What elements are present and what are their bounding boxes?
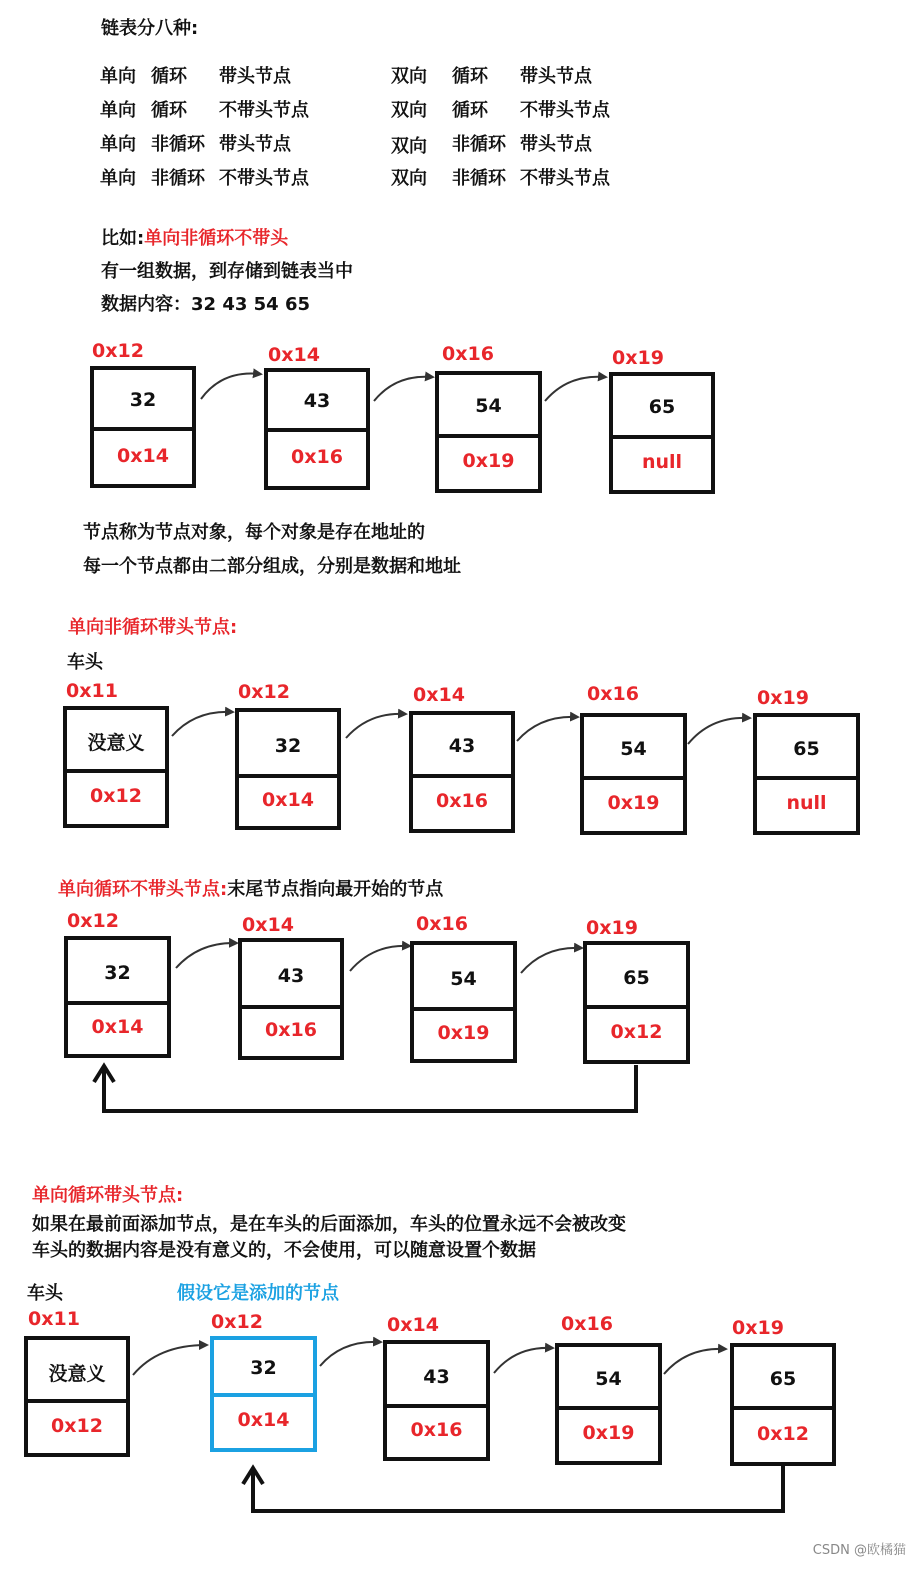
d4-node-0 — [24, 1336, 130, 1457]
d2-node-0-data: 没意义 — [87, 732, 145, 754]
d2-arrow-23 — [517, 717, 577, 741]
d3-loop — [94, 1065, 636, 1111]
d1-addr-1: 0x14 — [268, 344, 320, 366]
type-3-loop: 非循环 — [151, 168, 205, 189]
d4-node-0-data: 没意义 — [48, 1362, 106, 1385]
d4-addr-4: 0x19 — [732, 1317, 784, 1339]
d2-addr-4: 0x19 — [757, 687, 809, 709]
d2-node-1-next: 0x14 — [262, 788, 314, 811]
d4-arrow-34 — [664, 1349, 725, 1374]
d4-added-label: 假设它是添加的节点 — [177, 1283, 339, 1304]
d4-loop-head — [243, 1468, 263, 1484]
example-highlight: 单向非循环不带头 — [144, 228, 289, 249]
d4-node-1-data: 32 — [250, 1357, 277, 1379]
d3-addr-3: 0x19 — [586, 917, 638, 939]
d3-node-0-data: 32 — [104, 961, 131, 984]
d1-addr-2: 0x16 — [442, 343, 494, 365]
d1-note1: 节点称为节点对象，每个对象是存在地址的 — [83, 522, 425, 543]
d2-node-1-data: 32 — [274, 734, 302, 757]
d3-arrow-23 — [521, 948, 581, 973]
d2-node-3-data: 54 — [620, 738, 647, 760]
d4-node-4 — [730, 1343, 836, 1466]
d2-node-3 — [580, 713, 687, 835]
d4-addr-1: 0x12 — [211, 1311, 263, 1333]
d1-node-0-data: 32 — [129, 388, 157, 411]
d3-addr-0: 0x12 — [67, 910, 119, 932]
d4-node-1-next: 0x14 — [237, 1409, 290, 1431]
d2-heading: 单向非循环带头节点: — [68, 617, 238, 638]
type-0-loop: 循环 — [151, 66, 187, 87]
d1-addr-3: 0x19 — [612, 347, 664, 369]
type-0-head: 带头节点 — [219, 66, 291, 87]
d1-addr-0: 0x12 — [92, 340, 144, 362]
d4-node-4-next: 0x12 — [757, 1422, 809, 1445]
type-2-loop: 非循环 — [151, 134, 205, 155]
d4-node-3 — [555, 1343, 662, 1465]
d2-node-2-next: 0x16 — [436, 790, 488, 812]
d1-node-3 — [609, 372, 715, 494]
d3-node-0 — [64, 936, 171, 1058]
d4-arrow-12 — [320, 1342, 380, 1366]
d1-node-1 — [264, 368, 370, 490]
type-7-head: 不带头节点 — [520, 168, 610, 189]
type-7-dir: 双向 — [391, 168, 427, 189]
example-prefix: 比如: — [101, 228, 145, 249]
type-7-loop: 非循环 — [452, 168, 506, 189]
d4-node-4-data: 65 — [769, 1368, 797, 1390]
d3-arrows — [176, 943, 581, 973]
d1-node-0-next: 0x14 — [117, 444, 169, 467]
d4-loop-line — [253, 1465, 783, 1511]
example-line2: 有一组数据，到存储到链表当中 — [101, 261, 353, 282]
d2-addr-1: 0x12 — [238, 681, 290, 703]
d4-desc1: 如果在最前面添加节点，是在车头的后面添加，车头的位置永远不会被改变 — [32, 1214, 626, 1235]
d4-heading: 单向循环带头节点: — [32, 1185, 184, 1206]
d4-node-1-added — [210, 1336, 317, 1452]
d3-node-2 — [410, 941, 517, 1063]
d1-node-1-data: 43 — [303, 389, 331, 412]
d2-node-1 — [235, 708, 341, 830]
d3-node-0-next: 0x14 — [91, 1016, 144, 1038]
d1-note2: 每一个节点都由二部分组成，分别是数据和地址 — [83, 556, 461, 577]
d4-addr-3: 0x16 — [561, 1313, 613, 1335]
type-3-head: 不带头节点 — [219, 168, 309, 189]
type-3-dir: 单向 — [100, 168, 136, 189]
d2-node-4-data: 65 — [793, 738, 820, 760]
d3-node-2-next: 0x19 — [437, 1021, 490, 1044]
type-5-head: 不带头节点 — [520, 100, 610, 121]
d3-heading-red: 单向循环不带头节点: — [58, 879, 228, 900]
d2-arrow-01 — [172, 712, 232, 736]
d3-addr-1: 0x14 — [242, 914, 294, 936]
d4-node-3-next: 0x19 — [582, 1422, 635, 1444]
d1-node-2-next: 0x19 — [462, 450, 515, 472]
d4-arrow-23 — [494, 1348, 552, 1373]
d4-node-0-next: 0x12 — [51, 1414, 103, 1437]
d3-node-3 — [583, 941, 690, 1064]
d3-node-2-data: 54 — [450, 967, 477, 990]
type-2-dir: 单向 — [100, 134, 136, 155]
d1-arrow-01 — [201, 374, 260, 399]
d2-head-label: 车头 — [67, 652, 103, 673]
type-1-head: 不带头节点 — [219, 100, 309, 121]
d1-arrow-12 — [374, 377, 432, 401]
type-6-loop: 非循环 — [452, 134, 506, 155]
d2-addr-2: 0x14 — [413, 684, 465, 706]
d1-node-3-data: 65 — [648, 396, 676, 418]
d1-node-2 — [435, 371, 542, 493]
d1-arrows — [201, 374, 605, 401]
d2-addr-0: 0x11 — [66, 680, 118, 702]
d3-node-3-data: 65 — [623, 967, 650, 989]
d1-node-2-data: 54 — [475, 395, 502, 417]
d4-addr-2: 0x14 — [387, 1314, 439, 1336]
type-6-head: 带头节点 — [520, 134, 592, 155]
type-6-dir: 双向 — [391, 136, 427, 157]
example-line — [101, 230, 288, 248]
example-line3: 数据内容：32 43 54 65 — [101, 294, 310, 315]
intro-title: 链表分八种: — [101, 18, 199, 39]
d4-node-3-data: 54 — [595, 1368, 622, 1390]
d4-arrow-01 — [133, 1345, 206, 1375]
d2-arrow-34 — [688, 718, 749, 744]
watermark: CSDN @欧橘猫 — [812, 1543, 906, 1558]
d3-heading-rest: 末尾节点指向最开始的节点 — [227, 879, 444, 900]
d3-arrow-01 — [176, 943, 236, 968]
d2-node-2-data: 43 — [448, 735, 476, 757]
d2-node-2 — [409, 711, 515, 833]
d1-node-1-next: 0x16 — [291, 446, 343, 468]
type-5-dir: 双向 — [391, 100, 427, 121]
d3-node-3-next: 0x12 — [610, 1021, 663, 1043]
d3-addr-2: 0x16 — [416, 913, 468, 935]
d3-loop-head — [94, 1066, 114, 1082]
d4-node-2-data: 43 — [423, 1365, 450, 1388]
d3-heading — [58, 881, 443, 899]
type-1-dir: 单向 — [100, 100, 136, 121]
type-4-loop: 循环 — [452, 66, 488, 87]
d3-arrow-12 — [350, 946, 409, 971]
d2-arrow-12 — [346, 714, 405, 738]
type-4-head: 带头节点 — [520, 66, 592, 87]
d3-node-1-next: 0x16 — [265, 1019, 317, 1041]
d2-addr-3: 0x16 — [587, 683, 639, 705]
d1-arrow-23 — [545, 377, 605, 401]
d1-node-0 — [90, 366, 196, 488]
d3-loop-line — [104, 1065, 636, 1111]
d4-desc2: 车头的数据内容是没有意义的，不会使用，可以随意设置个数据 — [32, 1240, 536, 1261]
d2-node-0 — [63, 706, 169, 828]
d2-node-4-next: null — [786, 792, 827, 814]
type-5-loop: 循环 — [452, 100, 488, 121]
d2-node-3-next: 0x19 — [607, 792, 660, 814]
d2-node-4 — [753, 713, 860, 835]
d4-loop — [243, 1465, 783, 1511]
d4-addr-0: 0x11 — [28, 1308, 80, 1330]
d4-head-label: 车头 — [27, 1283, 63, 1304]
d1-node-3-next: null — [641, 451, 683, 473]
d3-node-1 — [238, 938, 344, 1060]
d4-node-2 — [383, 1340, 490, 1461]
type-1-loop: 循环 — [151, 100, 187, 121]
d3-node-1-data: 43 — [277, 964, 305, 987]
d2-node-0-next: 0x12 — [90, 785, 142, 807]
d4-node-2-next: 0x16 — [410, 1419, 463, 1441]
type-4-dir: 双向 — [391, 66, 427, 87]
type-0-dir: 单向 — [100, 66, 136, 87]
type-2-head: 带头节点 — [219, 134, 291, 155]
